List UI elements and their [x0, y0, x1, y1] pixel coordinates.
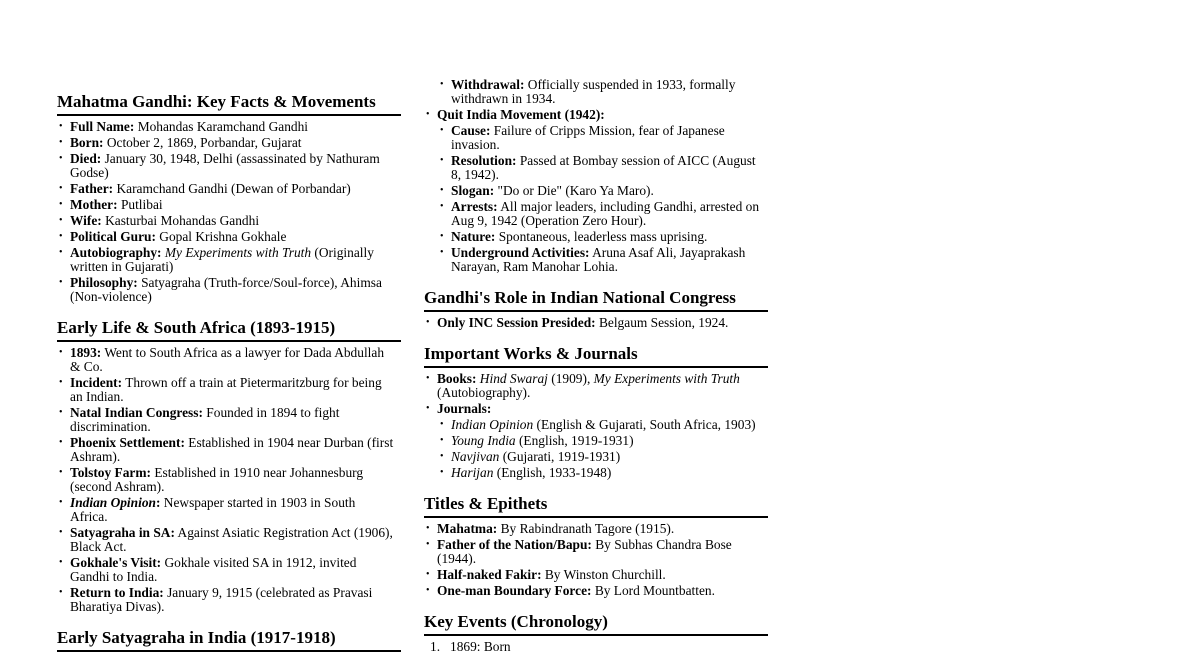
text-segment: Founded in 1894 to fight discrimination.	[70, 405, 340, 434]
list-item	[424, 316, 768, 330]
bullet-marker: •	[59, 557, 63, 568]
text-segment: By Winston Churchill.	[541, 567, 666, 582]
section-works-journals	[424, 344, 768, 480]
bullet-marker: •	[440, 185, 444, 196]
text-segment: Mohandas Karamchand Gandhi	[134, 119, 308, 134]
section-heading: Early Satyagraha in India (1917-1918)	[57, 628, 401, 652]
chronology-list	[424, 640, 768, 654]
bullet-marker: •	[440, 231, 444, 242]
list-item	[438, 450, 768, 464]
bullet-marker: •	[426, 585, 430, 596]
text-segment: Withdrawal:	[451, 77, 525, 92]
list-item	[438, 154, 768, 182]
list-item	[57, 136, 401, 150]
bullet-marker: •	[440, 201, 444, 212]
text-segment: January 9, 1915 (celebrated as Pravasi Bharatiya Divas).	[70, 585, 373, 614]
text-segment: Arrests:	[451, 199, 498, 214]
section-early-life	[57, 318, 401, 614]
bullet-marker: •	[59, 347, 63, 358]
fact-list	[57, 346, 401, 614]
text-segment: Return to India:	[70, 585, 164, 600]
text-segment: (English & Gujarati, South Africa, 1903)	[533, 417, 756, 432]
text-segment: Quit India Movement (1942):	[437, 107, 605, 122]
text-segment: Born:	[70, 135, 104, 150]
text-segment: 1893:	[70, 345, 102, 360]
bullet-marker: •	[59, 153, 63, 164]
list-item	[424, 402, 768, 416]
section-heading: Titles & Epithets	[424, 494, 768, 518]
list-item	[438, 230, 768, 244]
list-item	[57, 376, 401, 404]
text-segment: My Experiments with Truth	[593, 371, 740, 386]
text-segment: Died:	[70, 151, 102, 166]
list-item	[57, 346, 401, 374]
bullet-marker: •	[426, 109, 430, 120]
text-segment: Navjivan	[451, 449, 500, 464]
text-segment: By Subhas Chandra Bose (1944).	[437, 537, 732, 566]
bullet-marker: •	[426, 569, 430, 580]
list-item	[57, 246, 401, 274]
text-segment: (English, 1919-1931)	[515, 433, 634, 448]
section-heading: Important Works & Journals	[424, 344, 768, 368]
section-early-satyagraha	[57, 628, 401, 652]
text-segment: (Originally written in Gujarati)	[70, 245, 374, 274]
text-segment: Failure of Cripps Mission, fear of Japanese invasion.	[451, 123, 725, 152]
number-marker: 1.	[430, 639, 441, 654]
list-item	[424, 568, 768, 582]
list-item	[438, 434, 768, 448]
bullet-marker: •	[59, 199, 63, 210]
list-item	[57, 276, 401, 304]
bullet-marker: •	[426, 403, 430, 414]
bullet-marker: •	[426, 539, 430, 550]
text-segment: Tolstoy Farm:	[70, 465, 151, 480]
text-segment: Newspaper started in 1903 in South Africa.	[70, 495, 356, 524]
list-item	[424, 372, 768, 400]
list-item	[424, 584, 768, 598]
bullet-marker: •	[426, 373, 430, 384]
text-segment: Nature:	[451, 229, 496, 244]
bullet-marker: •	[440, 247, 444, 258]
text-segment: Officially suspended in 1933, formally withdrawn in 1934.	[451, 77, 736, 106]
text-segment: Natal Indian Congress:	[70, 405, 203, 420]
text-segment: Autobiography:	[70, 245, 162, 260]
text-segment: By Lord Mountbatten.	[591, 583, 715, 598]
text-segment: Satyagraha (Truth-force/Soul-force), Ahimsa (Non-violence)	[70, 275, 382, 304]
section-titles-epithets	[424, 494, 768, 598]
text-segment: "Do or Die" (Karo Ya Maro).	[494, 183, 654, 198]
list-item	[438, 124, 768, 152]
list-item	[57, 436, 401, 464]
bullet-marker: •	[59, 467, 63, 478]
section-heading: Early Life & South Africa (1893-1915)	[57, 318, 401, 342]
text-segment: Cause:	[451, 123, 491, 138]
bullet-marker: •	[440, 79, 444, 90]
text-segment: Satyagraha in SA:	[70, 525, 175, 540]
bullet-marker: •	[59, 137, 63, 148]
list-item	[438, 78, 768, 106]
text-segment: One-man Boundary Force:	[437, 583, 592, 598]
list-item	[57, 466, 401, 494]
document	[57, 0, 769, 654]
text-segment: Journals:	[437, 401, 492, 416]
text-segment: Slogan:	[451, 183, 495, 198]
text-segment: Philosophy:	[70, 275, 138, 290]
text-segment: Went to South Africa as a lawyer for Dada Abdullah & Co.	[70, 345, 385, 374]
bullet-marker: •	[440, 155, 444, 166]
bullet-marker: •	[59, 527, 63, 538]
text-segment: (Autobiography).	[437, 385, 531, 400]
bullet-marker: •	[59, 183, 63, 194]
text-segment: 1869: Born	[450, 639, 511, 654]
text-segment: Gokhale's Visit:	[70, 555, 162, 570]
text-segment: January 30, 1948, Delhi (assassinated by Nathuram Godse)	[70, 151, 380, 180]
text-segment: Established in 1904 near Durban (first Ashram).	[70, 435, 394, 464]
text-segment: Indian Opinion	[451, 417, 534, 432]
text-segment: By Rabindranath Tagore (1915).	[497, 521, 675, 536]
text-segment: Kasturbai Mohandas Gandhi	[101, 213, 260, 228]
section-heading: Mahatma Gandhi: Key Facts & Movements	[57, 92, 401, 116]
list-item	[438, 466, 768, 480]
text-segment: Established in 1910 near Johannesburg (second Ashram).	[70, 465, 364, 494]
bullet-marker: •	[59, 277, 63, 288]
text-segment: Young India	[451, 433, 516, 448]
section-key-events	[424, 612, 768, 654]
list-item	[57, 406, 401, 434]
text-segment: Father of the Nation/Bapu:	[437, 537, 592, 552]
text-segment: Phoenix Settlement:	[70, 435, 185, 450]
text-segment: Karamchand Gandhi (Dewan of Porbandar)	[113, 181, 351, 196]
bullet-marker: •	[59, 437, 63, 448]
bullet-marker: •	[59, 215, 63, 226]
bullet-marker: •	[440, 419, 444, 430]
text-segment: Underground Activities:	[451, 245, 590, 260]
text-segment: Gokhale visited SA in 1912, invited Gandhi to India.	[70, 555, 357, 584]
bullet-marker: •	[440, 451, 444, 462]
text-segment: Full Name:	[70, 119, 135, 134]
list-item	[424, 538, 768, 566]
text-segment: My Experiments with Truth	[161, 245, 312, 260]
bullet-marker: •	[59, 247, 63, 258]
fact-list	[57, 120, 401, 304]
right-column	[424, 0, 768, 654]
text-segment: Half-naked Fakir:	[437, 567, 542, 582]
list-item	[438, 184, 768, 198]
bullet-marker: •	[59, 407, 63, 418]
text-segment: Only INC Session Presided:	[437, 315, 596, 330]
text-segment: Aruna Asaf Ali, Jayaprakash Narayan, Ram Manohar Lohia.	[451, 245, 746, 274]
bullet-marker: •	[59, 587, 63, 598]
text-segment: Father:	[70, 181, 114, 196]
text-segment: Gopal Krishna Gokhale	[155, 229, 287, 244]
fact-list	[424, 372, 768, 480]
text-segment: Putlibai	[117, 197, 163, 212]
list-item	[424, 640, 768, 654]
list-item	[438, 418, 768, 432]
text-segment: Political Guru:	[70, 229, 156, 244]
list-item	[438, 246, 768, 274]
bullet-marker: •	[440, 467, 444, 478]
text-segment: (Gujarati, 1919-1931)	[499, 449, 621, 464]
text-segment: All major leaders, including Gandhi, arrested on Aug 9, 1942 (Operation Zero Hour).	[451, 199, 760, 228]
text-segment: Harijan	[451, 465, 494, 480]
text-segment: October 2, 1869, Porbandar, Gujarat	[103, 135, 302, 150]
text-segment: Against Asiatic Registration Act (1906), Black Act.	[70, 525, 393, 554]
bullet-marker: •	[440, 125, 444, 136]
list-item	[57, 526, 401, 554]
text-segment: Indian Opinion	[70, 495, 156, 510]
list-item	[424, 108, 768, 122]
fact-list-continued	[424, 78, 768, 274]
list-item	[57, 198, 401, 212]
section-key-facts	[57, 92, 401, 304]
fact-list	[424, 522, 768, 598]
bullet-marker: •	[59, 377, 63, 388]
text-segment: Passed at Bombay session of AICC (August 8, 1942).	[451, 153, 756, 182]
bullet-marker: •	[426, 523, 430, 534]
section-inc-role	[424, 288, 768, 330]
bullet-marker: •	[59, 231, 63, 242]
fact-list	[424, 316, 768, 330]
text-segment: Belgaum Session, 1924.	[595, 315, 729, 330]
list-item	[57, 230, 401, 244]
text-segment: Books:	[437, 371, 477, 386]
left-column	[57, 0, 401, 652]
list-item	[57, 182, 401, 196]
text-segment: Mahatma:	[437, 521, 498, 536]
text-segment: Resolution:	[451, 153, 517, 168]
list-item	[424, 522, 768, 536]
list-item	[57, 120, 401, 134]
list-item	[57, 586, 401, 614]
section-heading: Key Events (Chronology)	[424, 612, 768, 636]
list-item	[438, 200, 768, 228]
bullet-marker: •	[440, 435, 444, 446]
list-item	[57, 556, 401, 584]
bullet-marker: •	[59, 497, 63, 508]
list-item	[57, 496, 401, 524]
text-segment: :	[155, 495, 161, 510]
section-heading: Gandhi's Role in Indian National Congress	[424, 288, 768, 312]
list-item	[57, 152, 401, 180]
text-segment: (English, 1933-1948)	[493, 465, 612, 480]
document-columns	[57, 0, 769, 654]
text-segment: Incident:	[70, 375, 123, 390]
text-segment: Hind Swaraj	[476, 371, 548, 386]
list-item	[57, 214, 401, 228]
bullet-marker: •	[59, 121, 63, 132]
text-segment: Thrown off a train at Pietermaritzburg for being an Indian.	[70, 375, 382, 404]
text-segment: Wife:	[70, 213, 102, 228]
text-segment: Spontaneous, leaderless mass uprising.	[495, 229, 708, 244]
text-segment: (1909),	[547, 371, 594, 386]
text-segment: Mother:	[70, 197, 118, 212]
bullet-marker: •	[426, 317, 430, 328]
